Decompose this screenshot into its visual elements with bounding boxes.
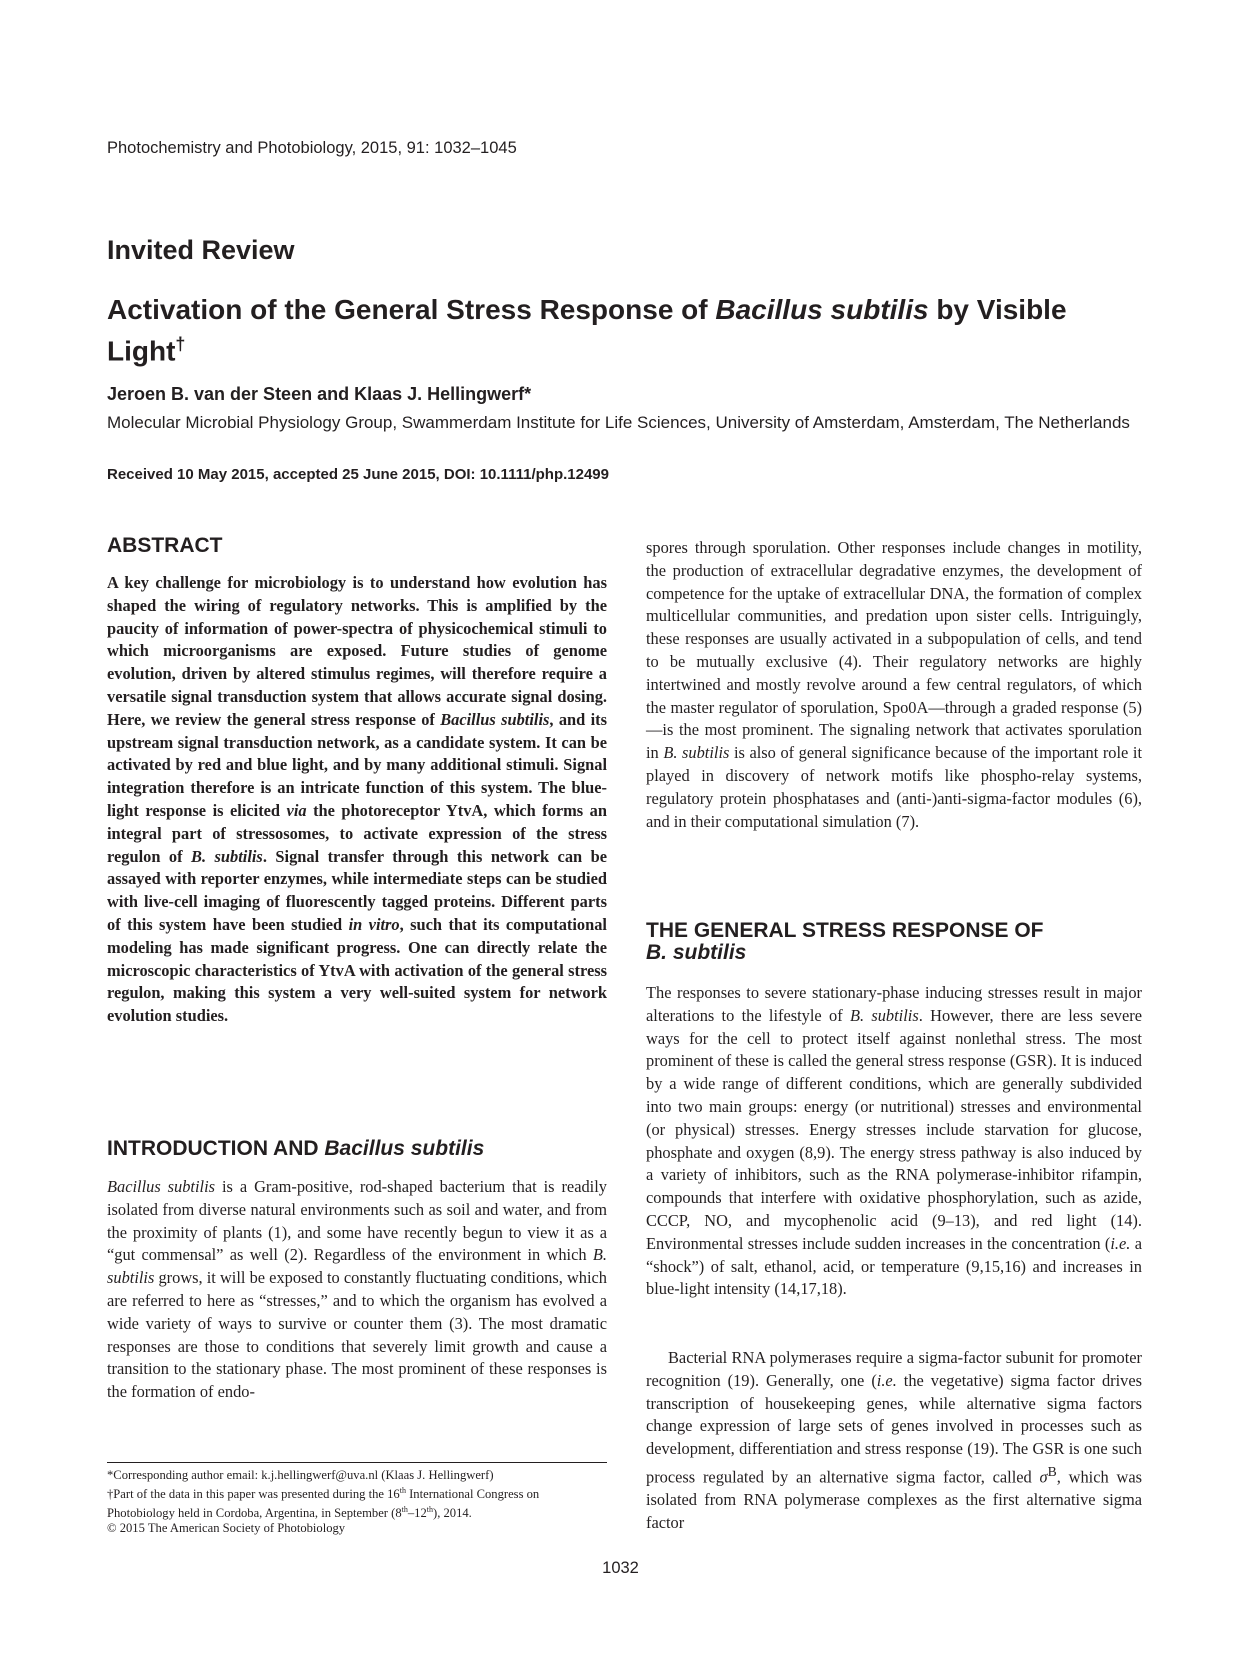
gsr-heading-text: THE GENERAL STRESS RESPONSE OF	[646, 919, 1044, 942]
gsr-paragraph-2	[646, 1347, 1142, 1535]
footnote-sup: th	[426, 1505, 433, 1515]
abstract-text: the photoreceptor YtvA, which forms an integral part of stressosomes, to activate expression of the stress regulon of	[107, 800, 607, 866]
abstract-text: , such that its computational modeling has made significant progress. One can directly relate the microscopic characteristics of YtvA with activation of the general stress regulon, making this system a very well-suited system for network evolution studies.	[107, 914, 607, 1026]
footnote-text: –12	[407, 1506, 427, 1521]
footnote-sup: th	[399, 1486, 406, 1495]
abstract-italic: via	[286, 800, 307, 820]
abstract-italic: Bacillus subtilis	[440, 709, 550, 729]
footnote-sup: th	[401, 1505, 408, 1515]
gsr-paragraph-1	[646, 982, 1142, 1301]
abstract-italic: B. subtilis	[191, 846, 263, 866]
gsr-text: The responses to severe stationary-phase inducing stresses result in major alterations to the lifestyle of	[646, 983, 1142, 1025]
title-part: Activation of the General Stress Response of	[107, 294, 716, 325]
title-species: Bacillus subtilis	[715, 294, 929, 325]
abstract-text: , and its upstream signal transduction network, as a candidate system. It can be activated by red and blue light, and by many additional stimuli. Signal integration therefore is an intricate function of this system. The blue-light response is elicited	[107, 709, 607, 820]
page-number: 1032	[602, 1559, 639, 1577]
intro-heading-species: Bacillus subtilis	[324, 1137, 485, 1160]
intro-text: grows, it will be exposed to constantly fluctuating conditions, which are referred to here as “stresses,” and to which the organism has evolved a wide variety of ways to survive or counter them (3). The most dramatic responses are those to conditions that severely limit growth and cause a transition to the stationary phase. The most prominent of these responses is the formation of endo-	[107, 1268, 607, 1402]
authors: Jeroen B. van der Steen and Klaas J. Hellingwerf*	[107, 384, 532, 404]
intro-italic: Bacillus subtilis	[107, 1177, 216, 1196]
intro-heading-text: INTRODUCTION AND	[107, 1137, 325, 1160]
sigma-superscript: B	[1047, 1463, 1057, 1479]
footnote-text: †Part of the data in this paper was presented during the 16	[107, 1487, 400, 1502]
footnote-congress	[107, 1483, 607, 1521]
article-title	[107, 292, 1147, 368]
footnote-divider	[107, 1462, 607, 1463]
footnote-text: ), 2014.	[433, 1506, 472, 1521]
abstract-heading: ABSTRACT	[107, 534, 223, 557]
gsr-heading-species: B. subtilis	[646, 941, 747, 964]
intro-continuation	[646, 537, 1142, 833]
intro-text: is a Gram-positive, rod-shaped bacterium that is readily isolated from diverse natural environments such as soil and water, and from the proximity of plants (1), and some have recently begun to view it as a “gut commensal” as well (2). Regardless of the environment in which	[107, 1177, 607, 1265]
intro-cont-text: is also of general significance because of the important role it played in discovery of network motifs like phospho-relay systems, regulatory protein phosphatases and (anti-)anti-sigma-factor modules (6), and in their computational simulation (7).	[646, 743, 1142, 831]
journal-citation: Photochemistry and Photobiology, 2015, 91: 1032–1045	[107, 139, 517, 157]
received-dates: Received 10 May 2015, accepted 25 June 2015, DOI: 10.1111/php.12499	[107, 466, 609, 483]
gsr-text: the vegetative) sigma factor drives transcription of housekeeping genes, while alternative sigma factors change expression of large sets of genes involved in processes such as development, differentiation and stress response (19). The GSR is one such process regulated by an alternative sigma factor, called	[646, 1370, 1142, 1487]
footnote-text: International Congress on Photobiology held in Cordoba, Argentina, in September (8	[107, 1487, 540, 1521]
abstract-body	[107, 572, 607, 1028]
intro-cont-text: spores through sporulation. Other responses include changes in motility, the production of extracellular degradative enzymes, the development of competence for the uptake of extracellular DNA, the formation of complex multicellular communities, and predation upon sister cells. Intriguingly, these responses are usually activated in a subpopulation of cells, and tend to be mutually exclusive (4). Their regulatory networks are highly intertwined and mostly revolve around a few central regulators, of which the master regulator of sporulation, Spo0A—through a graded response (5)—is the most prominent. The signaling network that activates sporulation in	[646, 538, 1142, 763]
gsr-italic: i.e.	[876, 1370, 897, 1390]
footnotes	[107, 1468, 607, 1536]
footnote-copyright: © 2015 The American Society of Photobiology	[107, 1521, 346, 1536]
title-footnote-mark: †	[175, 334, 186, 354]
gsr-italic: i.e.	[1110, 1233, 1131, 1253]
gsr-text: , which was isolated from RNA polymerase complexes as the first alternative sigma factor	[646, 1467, 1143, 1533]
sigma-symbol: σ	[1039, 1467, 1048, 1487]
gsr-heading	[646, 920, 1044, 964]
intro-paragraph	[107, 1176, 607, 1404]
abstract-italic: in vitro	[348, 914, 400, 934]
intro-cont-italic: B. subtilis	[663, 743, 730, 763]
abstract-text: A key challenge for microbiology is to understand how evolution has shaped the wiring of regulatory networks. This is amplified by the paucity of information of power-spectra of physicochemical stimuli to which microorganisms are exposed. Future studies of genome evolution, driven by altered stimulus regimes, will therefore require a versatile signal transduction system that allows accurate signal dosing. Here, we review the general stress response of	[107, 573, 607, 729]
gsr-italic: B. subtilis	[849, 1005, 919, 1025]
abstract-text: . Signal transfer through this network can be assayed with reporter enzymes, while intermediate steps can be studied with live-cell imaging of fluorescently tagged proteins. Different parts of this system have been studied	[107, 846, 608, 934]
intro-italic: B. subtilis	[107, 1245, 607, 1288]
gsr-text: Bacterial RNA polymerases require a sigma-factor subunit for promoter recognition (19). Generally, one (	[646, 1348, 1142, 1390]
footnote-corresponding: *Corresponding author email: k.j.hellingwerf@uva.nl (Klaas J. Hellingwerf)	[107, 1468, 494, 1482]
title-part: by Visible Light	[107, 294, 1067, 367]
intro-heading	[107, 1138, 484, 1160]
article-type: Invited Review	[107, 235, 295, 265]
gsr-text: . However, there are less severe ways for the cell to protect itself against nonlethal stress. The most prominent of these is called the general stress response (GSR). It is induced by a wide range of different conditions, which are generally subdivided into two main groups: energy (or nutritional) stresses and environmental (or physical) stresses. Energy stresses include starvation for glucose, phosphate and oxygen (8,9). The energy stress pathway is also induced by a variety of inhibitors, such as the RNA polymerase-inhibitor rifampin, compounds that interfere with oxidative phosphorylation, such as azide, CCCP, NO, and mycophenolic acid (9–13), and red light (14). Environmental stresses include sudden increases in the concentration (	[646, 1005, 1142, 1253]
gsr-text: a “shock”) of salt, ethanol, acid, or temperature (9,15,16) and increases in blue-light intensity (14,17,18).	[646, 1233, 1143, 1299]
affiliation: Molecular Microbial Physiology Group, Swammerdam Institute for Life Sciences, University of Amsterdam, Amsterdam, The Netherlands	[107, 413, 1130, 432]
